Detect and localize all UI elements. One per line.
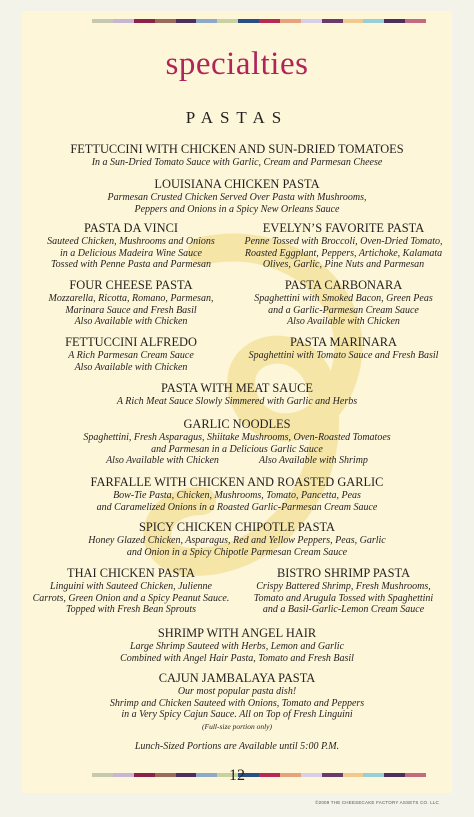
item-name: PASTA DA VINCI	[83, 221, 179, 235]
lunch-note: Lunch-Sized Portions are Available until 5:00 P.M.	[134, 741, 340, 752]
item-desc: Shrimp and Chicken Sauteed with Onions, Tomato and Peppers	[109, 697, 365, 709]
item-desc: Crispy Battered Shrimp, Fresh Mushrooms,	[256, 581, 431, 592]
item-desc: A Rich Meat Sauce Slowly Simmered with Garlic and Herbs	[116, 396, 358, 407]
menu-item-carbonara	[235, 278, 452, 328]
option-chicken: Also Available with Chicken	[106, 455, 219, 466]
menu-item-garlic-noodles	[22, 417, 452, 467]
item-desc: and a Garlic-Parmesan Cream Sauce	[268, 304, 419, 316]
menu-item-fettuccini-sundried	[22, 142, 452, 169]
item-desc: Penne Tossed with Broccoli, Oven-Dried Tomato,	[244, 236, 443, 247]
item-name: SPICY CHICKEN CHIPOTLE PASTA	[138, 520, 336, 534]
page-title: specialties	[165, 46, 309, 82]
item-desc: Carrots, Green Onion and a Spicy Peanut Sauce.	[32, 592, 230, 604]
item-desc: Roasted Eggplant, Peppers, Artichoke, Kalamata	[244, 247, 443, 259]
stripe-segment	[301, 19, 322, 23]
item-name: FARFALLE WITH CHICKEN AND ROASTED GARLIC	[90, 475, 384, 489]
item-name: SHRIMP WITH ANGEL HAIR	[157, 626, 317, 640]
option-shrimp: Also Available with Shrimp	[258, 455, 368, 466]
stripe-segment	[113, 19, 134, 23]
stripe-segment	[322, 19, 343, 23]
menu-item-alfredo	[22, 335, 240, 373]
item-name: FETTUCCINI ALFREDO	[65, 335, 197, 349]
item-desc: in a Very Spicy Cajun Sauce. All on Top of Fresh Linguini	[121, 709, 353, 720]
item-name: FOUR CHEESE PASTA	[69, 278, 193, 292]
stripe-segment	[405, 19, 426, 23]
menu-item-meat-sauce	[22, 381, 452, 408]
menu-item-farfalle	[22, 475, 452, 513]
stripe-segment	[134, 19, 155, 23]
menu-item-da-vinci	[22, 221, 240, 271]
stripe-segment	[238, 19, 259, 23]
stripe-segment	[155, 19, 176, 23]
item-desc: Also Available with Chicken	[287, 316, 400, 327]
menu-item-four-cheese	[22, 278, 240, 328]
item-desc: Bow-Tie Pasta, Chicken, Mushrooms, Tomato, Pancetta, Peas	[113, 490, 361, 501]
stripe-segment	[280, 19, 301, 23]
item-desc: Our most popular pasta dish!	[177, 686, 297, 697]
item-desc: Olives, Garlic, Pine Nuts and Parmesan	[262, 259, 425, 270]
item-desc: Tomato and Arugula Tossed with Spaghettini	[253, 592, 434, 604]
item-desc: Honey Glazed Chicken, Asparagus, Red and Yellow Peppers, Peas, Garlic	[88, 535, 386, 546]
stripe-segment	[196, 19, 217, 23]
item-name: CAJUN JAMBALAYA PASTA	[158, 671, 316, 685]
item-name: THAI CHICKEN PASTA	[67, 566, 195, 580]
section-heading: PASTAS	[185, 108, 289, 127]
menu-item-jambalaya	[22, 671, 452, 732]
menu-item-thai	[22, 566, 240, 616]
menu-item-bistro-shrimp	[235, 566, 452, 616]
item-name: FETTUCCINI WITH CHICKEN AND SUN-DRIED TOMATOES	[70, 142, 404, 156]
item-note: (Full-size portion only)	[202, 721, 272, 731]
item-name: BISTRO SHRIMP PASTA	[276, 566, 411, 580]
item-desc: Large Shrimp Sauteed with Herbs, Lemon and Garlic	[129, 641, 345, 652]
item-desc: Also Available with Chicken	[74, 316, 188, 327]
stripe-segment	[363, 19, 384, 23]
item-desc: Linguini with Sauteed Chicken, Julienne	[50, 581, 212, 592]
item-desc: Peppers and Onions in a Spicy New Orleans Sauce	[134, 203, 340, 215]
item-desc: and Onion in a Spicy Chipotle Parmesan Cream Sauce	[126, 546, 348, 558]
stripe-segment	[92, 19, 113, 23]
item-name: GARLIC NOODLES	[183, 417, 291, 431]
stripe-segment	[259, 19, 280, 23]
stripe-segment	[176, 19, 197, 23]
item-name: PASTA CARBONARA	[284, 278, 403, 292]
item-desc: and Parmesan in a Delicious Garlic Sauce	[151, 443, 323, 455]
item-name: EVELYN’S FAVORITE PASTA	[262, 221, 425, 235]
copyright-text: ©2009 THE CHEESECAKE FACTORY ASSETS CO. LLC	[315, 800, 439, 805]
item-name: PASTA WITH MEAT SAUCE	[161, 381, 313, 395]
item-desc: Marinara Sauce and Fresh Basil	[65, 304, 197, 316]
item-desc: Spaghettini with Smoked Bacon, Green Peas	[254, 293, 433, 304]
menu-item-angel-hair	[22, 626, 452, 664]
item-desc: Parmesan Crusted Chicken Served Over Pasta with Mushrooms,	[107, 192, 367, 203]
top-color-stripe	[92, 19, 426, 23]
item-desc: Spaghettini, Fresh Asparagus, Shiitake Mushrooms, Oven-Roasted Tomatoes	[83, 432, 391, 443]
item-desc: Topped with Fresh Bean Sprouts	[65, 604, 196, 615]
item-desc: A Rich Parmesan Cream Sauce	[68, 350, 194, 361]
item-desc: Sauteed Chicken, Mushrooms and Onions	[47, 236, 215, 247]
menu-item-marinara	[235, 335, 452, 362]
item-desc: and a Basil-Garlic-Lemon Cream Sauce	[262, 604, 425, 615]
item-desc: Spaghettini with Tomato Sauce and Fresh Basil	[248, 350, 439, 361]
item-desc: In a Sun-Dried Tomato Sauce with Garlic, Cream and Parmesan Cheese	[91, 157, 383, 168]
menu-item-evelyn	[235, 221, 452, 271]
menu-item-louisiana	[22, 177, 452, 215]
stripe-segment	[217, 19, 238, 23]
item-name: PASTA MARINARA	[290, 335, 397, 349]
page-number: 12	[229, 767, 245, 784]
item-desc: Combined with Angel Hair Pasta, Tomato and Fresh Basil	[120, 652, 354, 664]
item-options	[22, 455, 452, 467]
item-desc: Also Available with Chicken	[74, 361, 188, 373]
item-desc: Tossed with Penne Pasta and Parmesan	[51, 259, 211, 270]
item-desc: in a Delicious Madeira Wine Sauce	[60, 247, 202, 259]
item-name: LOUISIANA CHICKEN PASTA	[154, 177, 320, 191]
stripe-segment	[343, 19, 364, 23]
menu-item-chipotle	[22, 520, 452, 558]
stripe-segment	[384, 19, 405, 23]
menu-page	[22, 11, 452, 793]
item-desc: Mozzarella, Ricotta, Romano, Parmesan,	[48, 293, 214, 304]
item-desc: and Caramelized Onions in a Roasted Garlic-Parmesan Cream Sauce	[96, 501, 378, 513]
